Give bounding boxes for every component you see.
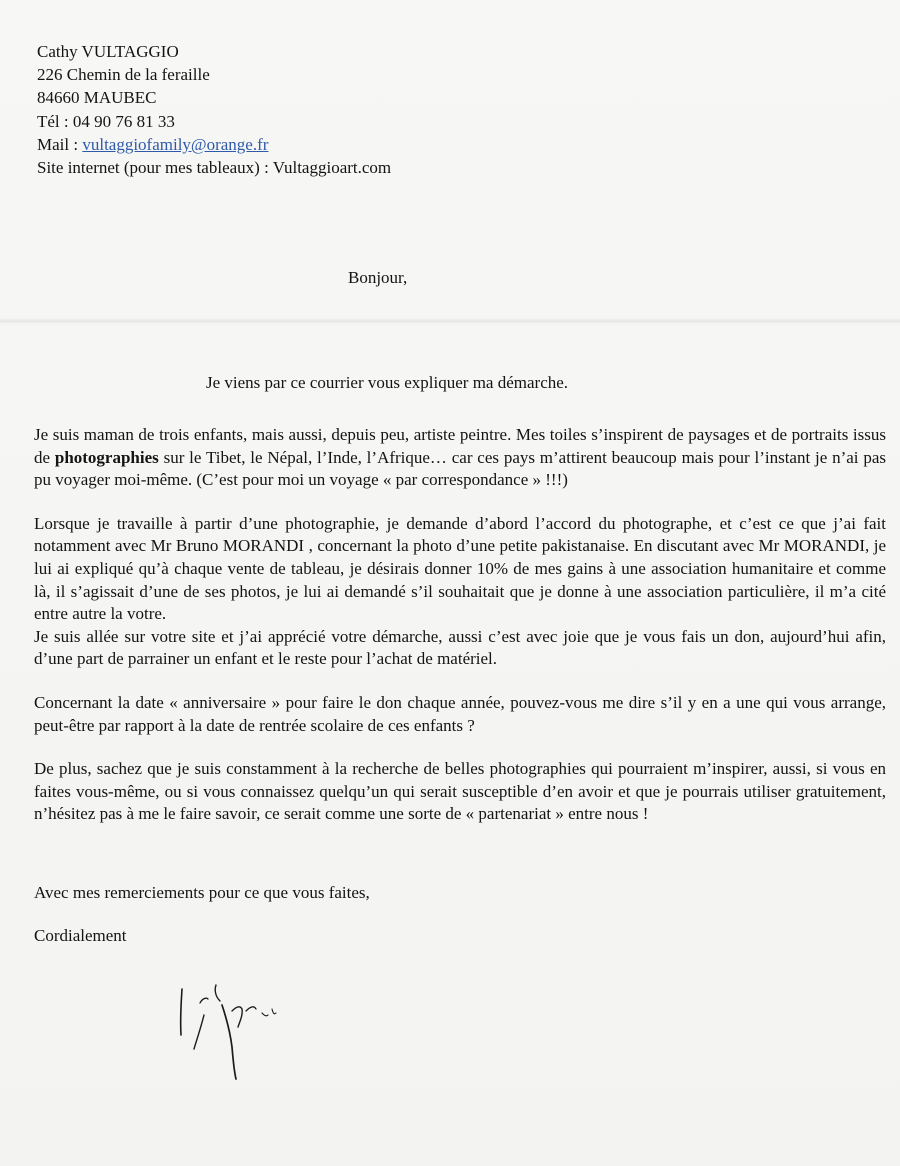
paragraph-4: Concernant la date « anniversaire » pour faire le don chaque année, pouvez-vous me dire s’il y en a une qui vous arrange, peut-être par rapport à la date de rentrée scolaire de ces enfants ? (34, 692, 886, 735)
sender-street: 226 Chemin de la feraille (37, 65, 210, 85)
sender-name: Cathy VULTAGGIO (37, 42, 179, 61)
paragraph-1-bold-word: photographies (54, 447, 159, 467)
paragraph-1 (34, 424, 886, 492)
paragraph-5: De plus, sachez que je suis constamment à la recherche de belles photographies qui pourraient m’inspirer, aussi, si vous en faites vous-même, ou si vous connaissez quelqu’un qui serait susceptible d’en avoir et que je pourrais utiliser gratuitement, n’hésitez pas à me le faire savoir, ce serait comme une sorte de « partenariat » entre nous ! (34, 759, 886, 824)
paragraph-spacer (34, 737, 886, 758)
signoff: Cordialement (34, 926, 127, 945)
paragraph-2: Lorsque je travaille à partir d’une photographie, je demande d’abord l’accord du photographe, et c’est ce que j’ai fait notamment avec Mr Bruno MORANDI , concernant la photo d’une petite pakistanaise. En discutant avec Mr MORANDI, je lui ai expliqué qu’à chaque vente de tableau, je désirais donner 10% de mes gains à une association humanitaire et comme là, il s’agissait d’une de ses photos, je lui ai demandé s’il souhaitait que je donne à une association particulière, il m’a cité entre autre la votre. (34, 513, 886, 624)
paragraph-1-start: Je suis maman de trois enfants, mais aussi, depuis peu, artiste peintre. Mes toiles s’inspirent de paysages et de portraits issus de (34, 425, 886, 467)
paragraph-spacer (34, 492, 886, 513)
sender-address-block (37, 40, 391, 179)
paragraph-1-end: sur le Tibet, le Népal, l’Inde, l’Afrique… car ces pays m’attirent beaucoup mais pour l’instant je n’ai pas pu voyager moi-même. (C’est pour moi un voyage « par correspondance » !!!) (34, 447, 886, 490)
paper-fold-line (0, 318, 900, 326)
intro-line: Je viens par ce courrier vous expliquer ma démarche. (206, 373, 569, 392)
paragraph-spacer (34, 671, 886, 692)
mail-link[interactable]: vultaggiofamily@orange.fr (82, 134, 269, 154)
sender-mail-line (37, 133, 391, 156)
sender-website: Site internet (pour mes tableaux) : Vultaggioart.com (37, 158, 392, 178)
sender-city: 84660 MAUBEC (37, 88, 157, 108)
mail-label: Mail : (37, 134, 83, 154)
sender-phone: Tél : 04 90 76 81 33 (37, 111, 175, 131)
letter-body (34, 424, 886, 826)
paragraph-3: Je suis allée sur votre site et j’ai apprécié votre démarche, aussi c’est avec joie que je vous fais un don, aujourd’hui afin, d’une part de parrainer un enfant et le reste pour l’achat de matériel. (34, 626, 886, 669)
greeting: Bonjour, (348, 268, 408, 287)
closing-line: Avec mes remerciements pour ce que vous faites, (34, 883, 370, 902)
handwritten-signature (170, 975, 310, 1085)
